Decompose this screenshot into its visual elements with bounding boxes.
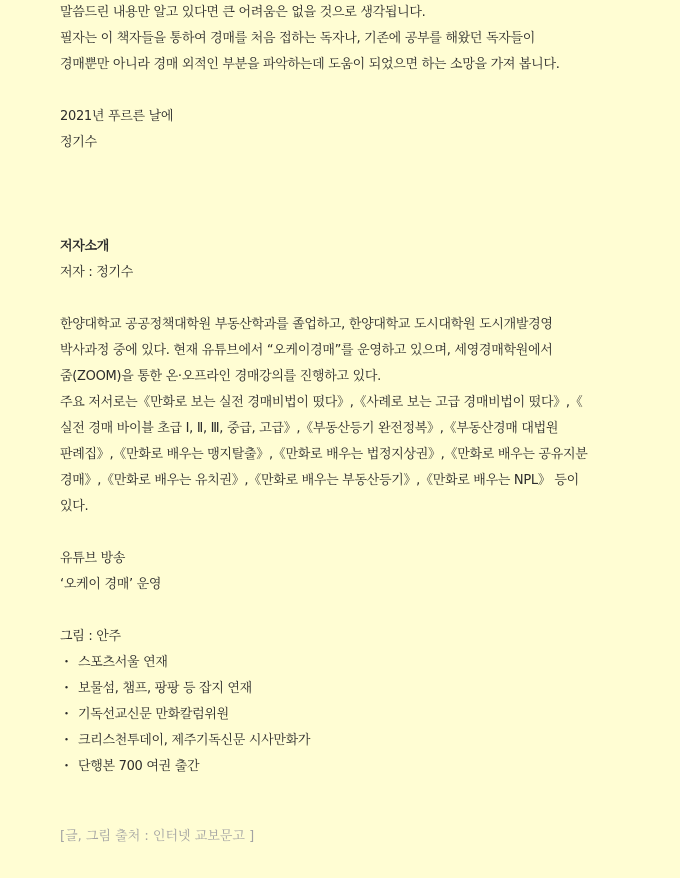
preface-signature: 정기수 [60,135,97,150]
preface-section [60,0,630,156]
author-bio-line: 판례집》,《만화로 배우는 맹지탈출》,《만화로 배우는 법정지상권》,《만화로 배우는 공유지분 [60,447,588,462]
illustrator-item-text: 단행본 700 여권 출간 [78,759,200,774]
author-bio-line: 경매》,《만화로 배우는 유치권》,《만화로 배우는 부동산등기》,《만화로 배우는 NPL》 등이 [60,473,579,488]
preface-line: 경매뿐만 아니라 경매 외적인 부분을 파악하는데 도움이 되었으면 하는 소망을 가져 봅니다. [60,57,560,72]
illustrator-heading: 그림 : 안주 [60,629,121,644]
author-bio-line: 있다. [60,499,89,514]
author-bio-line: 실전 경매 바이블 초급 Ⅰ, Ⅱ, Ⅲ, 중급, 고급》,《부동산등기 완전정복》,《부동산경매 대법원 [60,421,559,436]
youtube-heading: 유튜브 방송 [60,551,126,566]
bullet-icon: ・ [60,655,73,670]
illustrator-item [60,754,630,780]
bullet-icon: ・ [60,681,73,696]
author-bio-line: 주요 저서로는《만화로 보는 실전 경매비법이 떴다》,《사례로 보는 고급 경매비법이 떴다》,《 [60,395,583,410]
author-name: 저자 : 정기수 [60,265,134,280]
bullet-icon: ・ [60,707,73,722]
illustrator-item [60,702,630,728]
preface-line: 필자는 이 책자들을 통하여 경매를 처음 접하는 독자나, 기존에 공부를 해왔던 독자들이 [60,31,536,46]
illustrator-item-text: 기독선교신문 만화칼럼위원 [78,707,229,722]
bullet-icon: ・ [60,733,73,748]
youtube-channel: ‘오케이 경매’ 운영 [60,577,162,592]
illustrator-section [60,624,630,780]
author-bio-line: 줌(ZOOM)을 통한 온·오프라인 경매강의를 진행하고 있다. [60,369,381,384]
preface-line: 말씀드린 내용만 알고 있다면 큰 어려움은 없을 것으로 생각됩니다. [60,5,426,20]
illustrator-item-text: 크리스천투데이, 제주기독신문 시사만화가 [78,733,311,748]
illustrator-item [60,650,630,676]
author-section [60,234,630,598]
illustrator-item [60,676,630,702]
preface-date: 2021년 푸르른 날에 [60,109,174,124]
illustrator-item-text: 스포츠서울 연재 [78,655,168,670]
author-bio-line: 한양대학교 공공정책대학원 부동산학과를 졸업하고, 한양대학교 도시대학원 도시개발경영 [60,317,553,332]
author-bio-line: 박사과정 중에 있다. 현재 유튜브에서 “오케이경매”를 운영하고 있으며, 세영경매학원에서 [60,343,553,358]
author-heading: 저자소개 [60,239,110,254]
illustrator-item [60,728,630,754]
source-note: [글, 그림 출처 : 인터넷 교보문고 ] [60,829,255,844]
bullet-icon: ・ [60,759,73,774]
illustrator-item-text: 보물섬, 챔프, 팡팡 등 잡지 연재 [78,681,252,696]
